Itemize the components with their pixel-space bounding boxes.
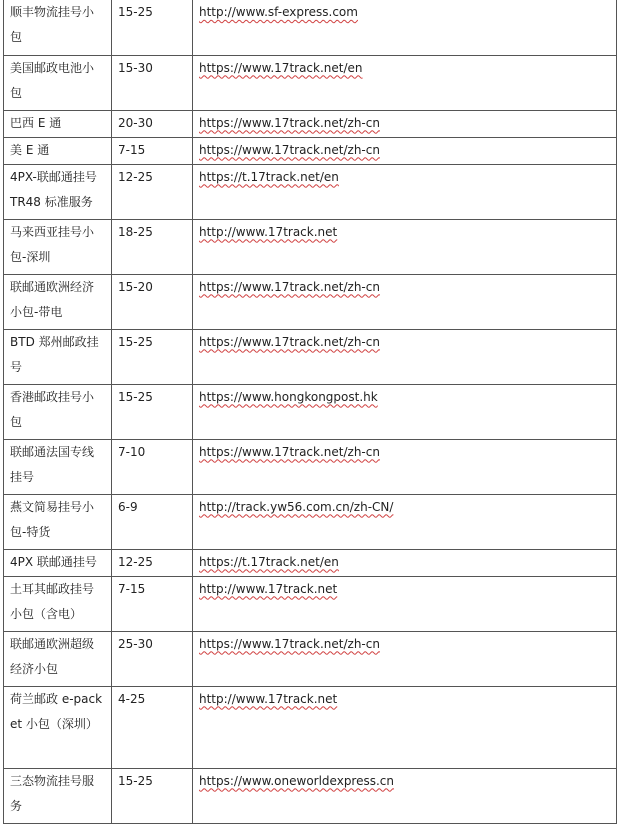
service-name: 联邮通欧洲超级经济小包: [10, 636, 95, 676]
table-row: [4, 55, 617, 110]
tracking-url[interactable]: http://www.17track.net: [199, 581, 338, 596]
tracking-url-cell: [193, 219, 617, 274]
tracking-url[interactable]: http://www.sf-express.com: [199, 5, 358, 19]
tracking-url[interactable]: https://www.17track.net/zh-cn: [199, 444, 380, 459]
tracking-url[interactable]: http://www.17track.net: [199, 224, 338, 239]
tracking-url-cell: [193, 494, 617, 549]
delivery-days-cell: [112, 384, 193, 439]
tracking-url-cell: [193, 631, 617, 686]
service-name: 荷兰邮政 e-packet 小包（深圳）: [10, 691, 103, 731]
tracking-url[interactable]: https://t.17track.net/en: [199, 169, 339, 184]
table-row: [4, 494, 617, 549]
tracking-url[interactable]: https://www.17track.net/zh-cn: [199, 636, 380, 651]
delivery-days-cell: [112, 0, 193, 55]
delivery-days: 15-25: [118, 334, 153, 349]
tracking-url-cell: [193, 576, 617, 631]
tracking-url-cell: [193, 137, 617, 164]
service-name: 顺丰物流挂号小包: [10, 5, 95, 44]
service-name: BTD 郑州邮政挂号: [10, 334, 99, 374]
table-row: [4, 329, 617, 384]
delivery-days: 7-15: [118, 142, 146, 157]
shipping-table: [3, 0, 617, 824]
delivery-days: 15-25: [118, 773, 153, 788]
table-body: [4, 0, 617, 823]
tracking-url-cell: [193, 549, 617, 576]
table-row: [4, 384, 617, 439]
tracking-url[interactable]: http://track.yw56.com.cn/zh-CN/: [199, 499, 394, 514]
tracking-url[interactable]: https://www.hongkongpost.hk: [199, 389, 378, 404]
delivery-days-cell: [112, 329, 193, 384]
delivery-days-cell: [112, 631, 193, 686]
delivery-days: 15-25: [118, 5, 153, 19]
tracking-url-cell: [193, 164, 617, 219]
service-name: 香港邮政挂号小包: [10, 389, 95, 429]
tracking-url[interactable]: https://www.17track.net/zh-cn: [199, 142, 380, 157]
tracking-url[interactable]: http://www.17track.net: [199, 691, 338, 706]
tracking-url-cell: [193, 0, 617, 55]
delivery-days: 12-25: [118, 554, 153, 569]
delivery-days: 15-30: [118, 60, 153, 75]
delivery-days: 15-20: [118, 279, 153, 294]
service-name: 三态物流挂号服务: [10, 773, 95, 813]
service-name-cell: [4, 55, 112, 110]
service-name-cell: [4, 631, 112, 686]
table-row: [4, 110, 617, 137]
tracking-url-cell: [193, 110, 617, 137]
tracking-url-cell: [193, 55, 617, 110]
delivery-days: 18-25: [118, 224, 153, 239]
delivery-days-cell: [112, 219, 193, 274]
tracking-url[interactable]: https://www.17track.net/zh-cn: [199, 279, 380, 294]
delivery-days: 6-9: [118, 499, 138, 514]
tracking-url-cell: [193, 686, 617, 768]
table-row: [4, 219, 617, 274]
delivery-days-cell: [112, 164, 193, 219]
tracking-url-cell: [193, 439, 617, 494]
service-name: 联邮通欧洲经济小包-带电: [10, 279, 95, 319]
tracking-url[interactable]: https://www.17track.net/zh-cn: [199, 334, 380, 349]
service-name-cell: [4, 110, 112, 137]
service-name: 美国邮政电池小包: [10, 60, 95, 100]
table-row: [4, 549, 617, 576]
tracking-url[interactable]: https://t.17track.net/en: [199, 554, 339, 569]
service-name-cell: [4, 576, 112, 631]
table-row: [4, 137, 617, 164]
delivery-days: 4-25: [118, 691, 146, 706]
delivery-days-cell: [112, 110, 193, 137]
tracking-url[interactable]: https://www.17track.net/zh-cn: [199, 115, 380, 130]
delivery-days-cell: [112, 686, 193, 768]
service-name: 4PX-联邮通挂号 TR48 标准服务: [10, 169, 97, 209]
service-name-cell: [4, 0, 112, 55]
service-name-cell: [4, 768, 112, 823]
delivery-days: 25-30: [118, 636, 153, 651]
service-name: 巴西 E 通: [10, 115, 62, 130]
service-name: 联邮通法国专线挂号: [10, 444, 95, 484]
table-row: [4, 274, 617, 329]
service-name-cell: [4, 274, 112, 329]
service-name: 土耳其邮政挂号小包（含电）: [10, 581, 95, 621]
service-name-cell: [4, 137, 112, 164]
table-row: [4, 0, 617, 55]
delivery-days-cell: [112, 494, 193, 549]
delivery-days-cell: [112, 55, 193, 110]
service-name-cell: [4, 549, 112, 576]
service-name: 美 E 通: [10, 142, 50, 157]
service-name-cell: [4, 686, 112, 768]
table-row: [4, 439, 617, 494]
delivery-days: 7-15: [118, 581, 146, 596]
delivery-days-cell: [112, 439, 193, 494]
tracking-url-cell: [193, 384, 617, 439]
tracking-url-cell: [193, 274, 617, 329]
table-row: [4, 686, 617, 768]
delivery-days-cell: [112, 274, 193, 329]
delivery-days: 12-25: [118, 169, 153, 184]
delivery-days-cell: [112, 549, 193, 576]
service-name-cell: [4, 329, 112, 384]
table-row: [4, 631, 617, 686]
delivery-days-cell: [112, 768, 193, 823]
delivery-days: 7-10: [118, 444, 146, 459]
service-name: 燕文简易挂号小包-特货: [10, 499, 95, 539]
delivery-days-cell: [112, 137, 193, 164]
service-name-cell: [4, 219, 112, 274]
tracking-url-cell: [193, 329, 617, 384]
service-name: 4PX 联邮通挂号: [10, 554, 97, 569]
tracking-url-cell: [193, 768, 617, 823]
service-name: 马来西亚挂号小包-深圳: [10, 224, 95, 264]
tracking-url[interactable]: https://www.17track.net/en: [199, 60, 363, 75]
delivery-days: 20-30: [118, 115, 153, 130]
delivery-days-cell: [112, 576, 193, 631]
delivery-days: 15-25: [118, 389, 153, 404]
service-name-cell: [4, 494, 112, 549]
table-row: [4, 164, 617, 219]
table-row: [4, 576, 617, 631]
service-name-cell: [4, 384, 112, 439]
table-row: [4, 768, 617, 823]
service-name-cell: [4, 439, 112, 494]
service-name-cell: [4, 164, 112, 219]
tracking-url[interactable]: https://www.oneworldexpress.cn: [199, 773, 395, 788]
